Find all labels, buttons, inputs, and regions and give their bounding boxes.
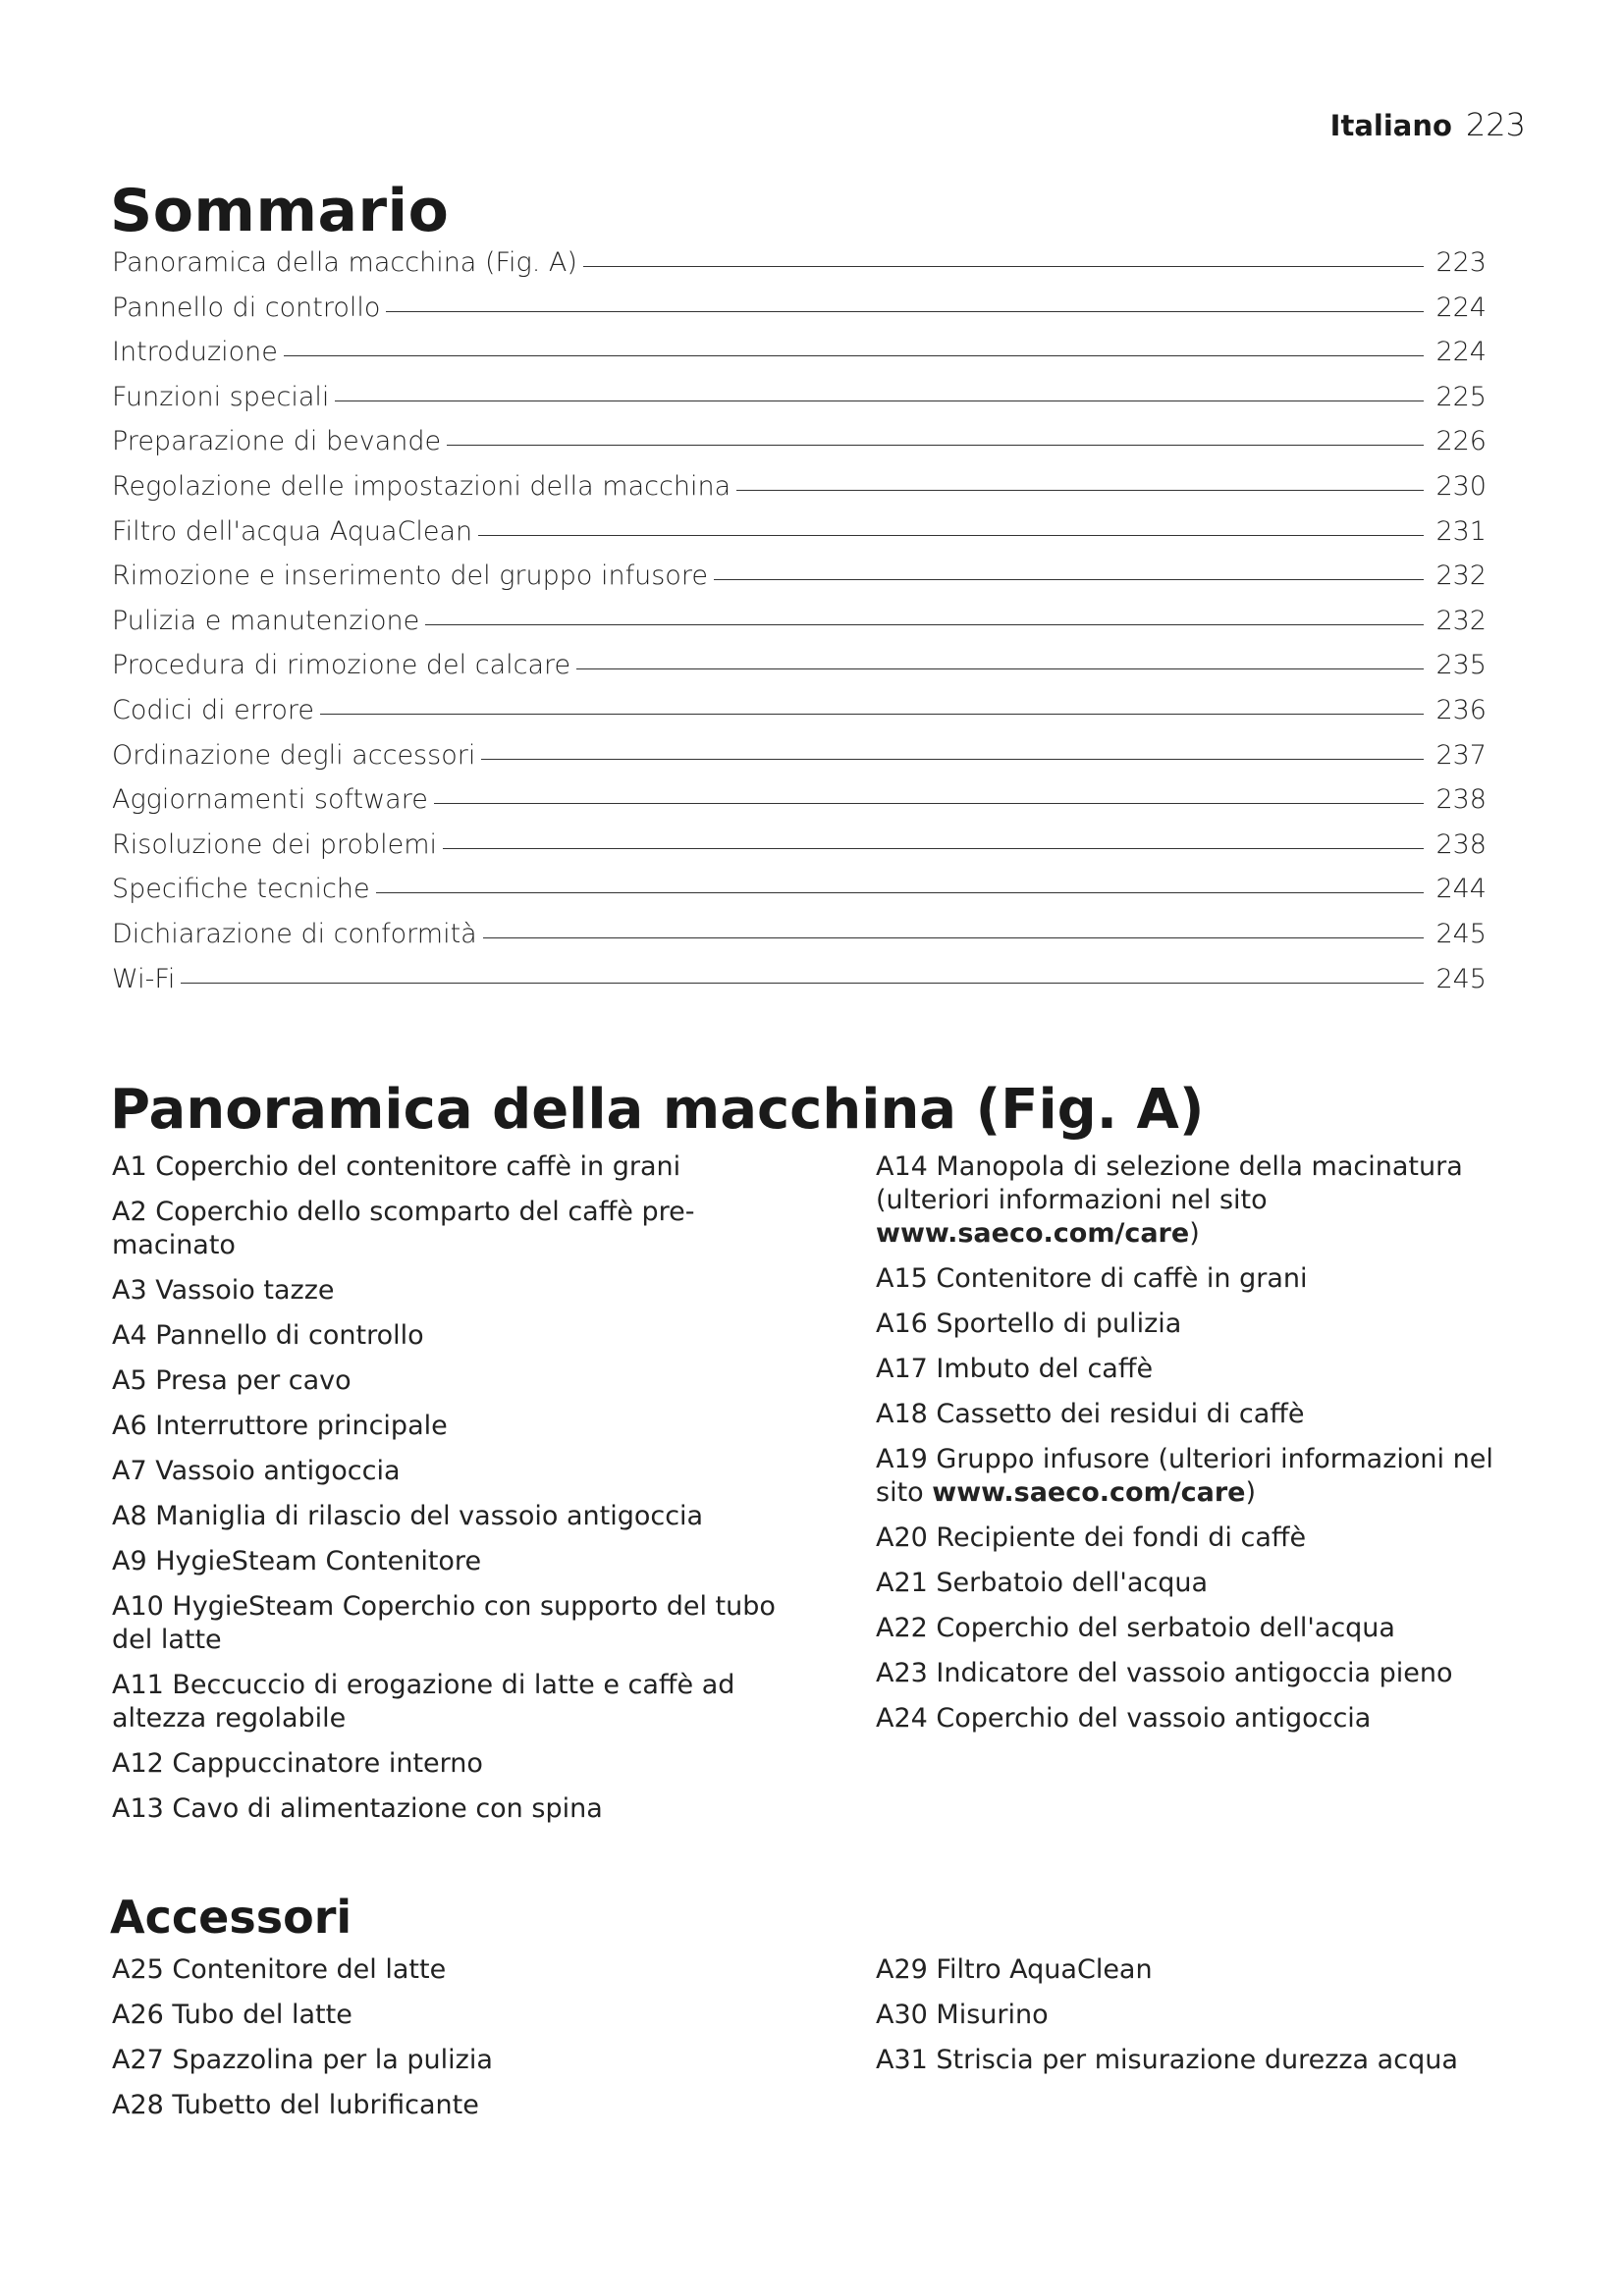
- accessories-title: Accessori: [110, 1891, 352, 1944]
- toc-entry[interactable]: [112, 964, 1487, 1009]
- toc-entry[interactable]: [112, 561, 1487, 606]
- toc-entry-label: Procedura di rimozione del calcare: [112, 650, 571, 681]
- list-item: A20 Recipiente dei fondi di caffè: [876, 1522, 1307, 1553]
- toc-leader-line: [425, 624, 1424, 625]
- saeco-care-link[interactable]: www.saeco.com/care: [876, 1218, 1190, 1249]
- list-item: A9 HygieSteam Contenitore: [112, 1546, 482, 1576]
- list-item: A8 Maniglia di rilascio del vassoio antigoccia: [112, 1501, 704, 1531]
- list-item: A27 Spazzolina per la pulizia: [112, 2045, 493, 2075]
- toc-entry-label: Filtro dell'acqua AquaClean: [112, 515, 473, 547]
- toc-entry-page: 236: [1435, 694, 1487, 725]
- toc-leader-line: [434, 803, 1424, 804]
- toc-entry[interactable]: [112, 606, 1487, 651]
- toc-leader-line: [443, 848, 1424, 849]
- list-item: A4 Pannello di controllo: [112, 1320, 424, 1351]
- toc-leader-line: [483, 937, 1424, 938]
- toc-entry-page: 237: [1435, 739, 1487, 771]
- toc-entry-page: 245: [1435, 918, 1487, 949]
- list-item: A15 Contenitore di caffè in grani: [876, 1263, 1308, 1294]
- list-item: A29 Filtro AquaClean: [876, 1954, 1153, 1985]
- toc-entry-page: 223: [1435, 247, 1487, 278]
- toc-leader-line: [714, 579, 1424, 580]
- accessories-right-column: [876, 1953, 1514, 2089]
- toc-entry-label: Wi-Fi: [112, 963, 176, 994]
- toc-entry-page: 245: [1435, 963, 1487, 994]
- toc-leader-line: [583, 266, 1424, 267]
- toc-entry[interactable]: [112, 695, 1487, 740]
- list-item: A17 Imbuto del caffè: [876, 1354, 1154, 1384]
- list-item: A2 Coperchio dello scomparto del caffè pre-macinato: [112, 1197, 695, 1260]
- toc-entry[interactable]: [112, 382, 1487, 427]
- toc-entry-label: Preparazione di bevande: [112, 426, 442, 457]
- list-item: A10 HygieSteam Coperchio con supporto del tubo del latte: [112, 1591, 776, 1655]
- toc-entry-label: Specifiche tecniche: [112, 874, 370, 905]
- list-item: A13 Cavo di alimentazione con spina: [112, 1793, 603, 1824]
- toc-entry-label: Rimozione e inserimento del gruppo infusore: [112, 561, 708, 592]
- list-item: A28 Tubetto del lubrificante: [112, 2090, 479, 2120]
- list-item: A22 Coperchio del serbatoio dell'acqua: [876, 1613, 1395, 1643]
- list-item: A18 Cassetto dei residui di caffè: [876, 1399, 1305, 1429]
- toc-entry-page: 224: [1435, 292, 1487, 323]
- list-item: A21 Serbatoio dell'acqua: [876, 1568, 1209, 1598]
- list-item: A25 Contenitore del latte: [112, 1954, 447, 1985]
- accessories-left-column: [112, 1953, 789, 2134]
- toc-entry-page: 232: [1435, 605, 1487, 636]
- list-item: A24 Coperchio del vassoio antigoccia: [876, 1703, 1372, 1734]
- toc-entry-label: Panoramica della macchina (Fig. A): [112, 247, 577, 278]
- page-header: [1330, 106, 1526, 143]
- toc-entry-label: Funzioni speciali: [112, 381, 330, 412]
- toc-leader-line: [320, 714, 1424, 715]
- list-item: A19 Gruppo infusore (ulteriori informazioni nel sito www.saeco.com/care): [876, 1444, 1493, 1508]
- page-number: 223: [1465, 106, 1526, 143]
- toc-entry-label: Regolazione delle impostazioni della macchina: [112, 470, 731, 502]
- list-item: A14 Manopola di selezione della macinatura (ulteriori informazioni nel sito www.saeco.com/care): [876, 1151, 1463, 1249]
- toc-entry-label: Dichiarazione di conformità: [112, 918, 477, 949]
- overview-left-column: [112, 1150, 789, 1838]
- overview-title: Panoramica della macchina (Fig. A): [110, 1078, 1205, 1142]
- toc-entry-page: 232: [1435, 561, 1487, 592]
- list-item: A7 Vassoio antigoccia: [112, 1456, 401, 1486]
- toc-entry-page: 238: [1435, 784, 1487, 816]
- toc-entry-label: Ordinazione degli accessori: [112, 739, 476, 771]
- toc-entry[interactable]: [112, 337, 1487, 382]
- toc-entry[interactable]: [112, 919, 1487, 964]
- toc-entry-page: 226: [1435, 426, 1487, 457]
- saeco-care-link[interactable]: www.saeco.com/care: [932, 1477, 1246, 1508]
- toc-title: Sommario: [110, 177, 450, 245]
- toc-entry[interactable]: [112, 829, 1487, 875]
- list-item: A23 Indicatore del vassoio antigoccia pieno: [876, 1658, 1453, 1688]
- toc-entry-page: 225: [1435, 381, 1487, 412]
- toc-entry[interactable]: [112, 650, 1487, 695]
- list-item: A5 Presa per cavo: [112, 1365, 352, 1396]
- table-of-contents: [112, 247, 1487, 1008]
- list-item: A6 Interruttore principale: [112, 1411, 448, 1441]
- toc-leader-line: [481, 759, 1424, 760]
- list-item: A26 Tubo del latte: [112, 2000, 352, 2030]
- toc-leader-line: [335, 400, 1424, 401]
- toc-entry-label: Risoluzione dei problemi: [112, 828, 438, 860]
- toc-entry[interactable]: [112, 874, 1487, 919]
- toc-leader-line: [478, 535, 1424, 536]
- list-item: A16 Sportello di pulizia: [876, 1308, 1182, 1339]
- toc-leader-line: [576, 668, 1424, 669]
- toc-entry-label: Pulizia e manutenzione: [112, 605, 420, 636]
- toc-entry[interactable]: [112, 516, 1487, 561]
- list-item: A1 Coperchio del contenitore caffè in grani: [112, 1151, 681, 1182]
- toc-entry[interactable]: [112, 426, 1487, 471]
- toc-leader-line: [284, 355, 1424, 356]
- toc-leader-line: [736, 490, 1424, 491]
- toc-entry-page: 224: [1435, 337, 1487, 368]
- list-item: A31 Striscia per misurazione durezza acqua: [876, 2045, 1458, 2075]
- toc-entry-page: 244: [1435, 874, 1487, 905]
- toc-entry-page: 238: [1435, 828, 1487, 860]
- toc-entry[interactable]: [112, 784, 1487, 829]
- toc-entry-label: Pannello di controllo: [112, 292, 381, 323]
- list-item: A11 Beccuccio di erogazione di latte e caffè ad altezza regolabile: [112, 1670, 735, 1734]
- toc-entry[interactable]: [112, 247, 1487, 293]
- toc-leader-line: [386, 311, 1424, 312]
- toc-entry-label: Introduzione: [112, 337, 278, 368]
- toc-leader-line: [376, 892, 1424, 893]
- toc-entry-label: Codici di errore: [112, 694, 315, 725]
- toc-entry-page: 230: [1435, 470, 1487, 502]
- toc-entry-label: Aggiornamenti software: [112, 784, 428, 816]
- list-item: A30 Misurino: [876, 2000, 1049, 2030]
- overview-right-column: [876, 1150, 1514, 1747]
- toc-entry-page: 231: [1435, 515, 1487, 547]
- toc-leader-line: [181, 983, 1424, 984]
- toc-entry[interactable]: [112, 471, 1487, 516]
- list-item: A3 Vassoio tazze: [112, 1275, 335, 1306]
- toc-leader-line: [447, 445, 1424, 446]
- toc-entry[interactable]: [112, 740, 1487, 785]
- toc-entry[interactable]: [112, 293, 1487, 338]
- toc-entry-page: 235: [1435, 650, 1487, 681]
- list-item: A12 Cappuccinatore interno: [112, 1748, 483, 1779]
- language-label: Italiano: [1329, 109, 1452, 142]
